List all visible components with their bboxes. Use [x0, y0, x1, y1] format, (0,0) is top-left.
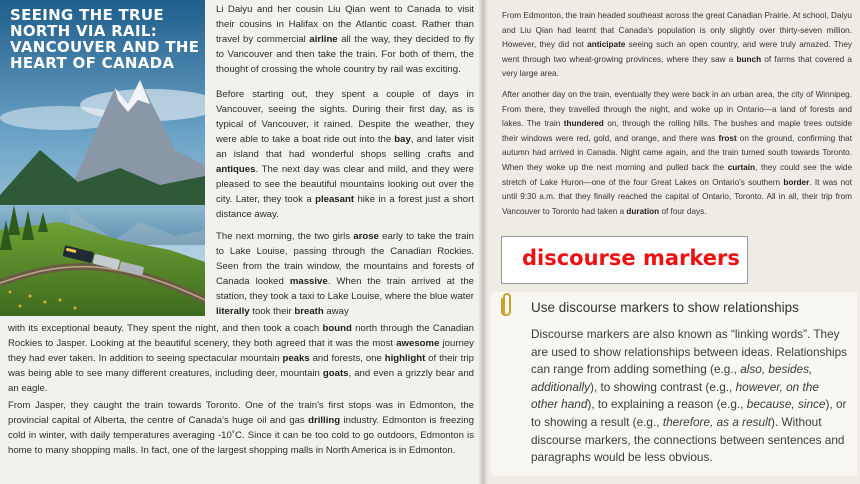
- discourse-markers-label-box: [501, 236, 748, 284]
- paragraph-4: From Jasper, they caught the train towards Toronto. One of the train's first stops was in Edmonton, the provincial capital of Alberta, the centre of Canada's huge oil and gas drilling industry. Edmonton is freezing cold in winter, with daily temperatures averaging -10˚C. Since it can be too cold to go outdoors, Edmonton is home to many shopping malls. In fact, one of the largest shopping malls in North America is in Edmonton.: [8, 400, 474, 456]
- vocabulary-keyword: peaks: [282, 353, 310, 364]
- vocabulary-keyword: curtain: [727, 162, 756, 172]
- vocabulary-keyword: anticipate: [587, 40, 626, 50]
- train-landscape-image: [0, 0, 205, 316]
- paragraph-6: After another day on the train, eventually they were back in an urban area, the city of Winnipeg. From there, they travelled through the night, and woke up in Ontario—a land of forests and lakes. The train thundered on, through the rolling hills. The bushes and maple trees outside their windows were red, gold, and orange, and there was frost on the ground, confirming that autumn had arrived in Canada. Night came again, and the train turned south towards Toronto. When they woke up the next morning and pulled back the curtain, they could see the wide stretch of Lake Huron—one of the four Great Lakes on Ontario's southern border. It was not until 9:30 a.m. that they finally reached the capital of Ontario, Toronto. All in all, their trip from Vancouver to Toronto had taken a duration of four days.: [502, 90, 853, 216]
- vocabulary-keyword: massive: [289, 276, 328, 287]
- example-markers: therefore, as a result: [662, 414, 772, 429]
- paragraph-5: From Edmonton, the train headed southeast across the great Canadian Prairie. At school, Daiyu and Liu Qian had learnt that Canada's population is only slightly over thirty-seven million. However, they did not anticipate seeing such an open country, and were truly amazed. They went through two wheat-growing provinces, where they saw a bunch of farms that covered a very large area.: [502, 11, 853, 79]
- vocabulary-keyword: arose: [353, 231, 379, 242]
- vocabulary-keyword: literally: [216, 306, 250, 317]
- vocabulary-keyword: breath: [294, 306, 324, 317]
- vocabulary-keyword: duration: [626, 206, 660, 216]
- paragraph-3-continued: with its exceptional beauty. They spent the night, and then took a coach bound north through the Canadian Rockies to Jasper. Looking at the beautiful scenery, they both agreed that it was the most awesome journey they had ever taken. In addition to seeing spectacular mountain peaks and forests, one highlight of their trip was being able to see many different creatures, including deer, mountain goats, and even a grizzly bear and an eagle.: [8, 323, 474, 394]
- writing-tip-panel: [491, 292, 857, 476]
- example-markers: also, besides, additionally: [531, 362, 813, 394]
- vocabulary-keyword: airline: [309, 34, 338, 45]
- paragraph-2: Before starting out, they spent a couple of days in Vancouver, seeing the sights. During their first day, as is typical of Vancouver, it rained. Despite the weather, they were able to take a boat ride out into the bay, and later visit an island that had wonderful shops selling crafts and antiques. The next day was clear and mild, and they were pleased to see the beautiful mountains looking out over the city. Later, they took a pleasant hike in a forest just a short distance away.: [216, 89, 475, 220]
- vocabulary-keyword: highlight: [384, 353, 426, 364]
- vocabulary-keyword: pleasant: [315, 194, 355, 205]
- paperclip-icon: [497, 290, 519, 320]
- vocabulary-keyword: frost: [718, 133, 737, 143]
- vocabulary-keyword: awesome: [396, 338, 440, 349]
- right-page: [483, 0, 860, 484]
- vocabulary-keyword: bound: [322, 323, 352, 334]
- example-markers: however, on the other hand: [531, 379, 819, 412]
- vocabulary-keyword: drilling: [308, 415, 341, 426]
- example-markers: because, since: [746, 397, 826, 412]
- paragraph-3: The next morning, the two girls arose early to take the train to Lake Louise, passing through the Canadian Rockies. Seen from the train window, the mountains and forests of Canada looked massive. When the train arrived at the station, they took a taxi to Lake Louise, where the blue water literally took their breath away: [216, 231, 474, 317]
- vocabulary-keyword: border: [783, 177, 810, 187]
- vocabulary-keyword: goats: [322, 368, 349, 379]
- tip-body: Discourse markers are also known as “linking words”. They are used to show relationships between ideas. Relationships can range from adding something (e.g., also, besides, additionally), to showing contrast (e.g., however, on the other hand), to explaining a reason (e.g., because, since), or to showing a result (e.g., therefore, as a result). Without discourse markers, the connections between sentences and paragraphs would be less obvious.: [531, 327, 848, 465]
- tip-heading: Use discourse markers to show relationships: [531, 300, 799, 315]
- vocabulary-keyword: bay: [394, 134, 411, 145]
- discourse-markers-label: discourse markers: [522, 246, 740, 270]
- vocabulary-keyword: thundered: [563, 119, 604, 129]
- paragraph-1: Li Daiyu and her cousin Liu Qian went to Canada to visit their cousins in Halifax on the Atlantic coast. Rather than travel by commercial airline all the way, they decided to fly to Vancouver and then take the train. For both of them, the thought of crossing the whole country by rail was exciting.: [216, 4, 474, 75]
- vocabulary-keyword: antiques: [216, 164, 256, 175]
- article-title: SEEING THE TRUE NORTH VIA RAIL: VANCOUVER AND THE HEART OF CANADA: [10, 6, 200, 72]
- vocabulary-keyword: bunch: [736, 54, 762, 64]
- page-gutter: [478, 0, 488, 484]
